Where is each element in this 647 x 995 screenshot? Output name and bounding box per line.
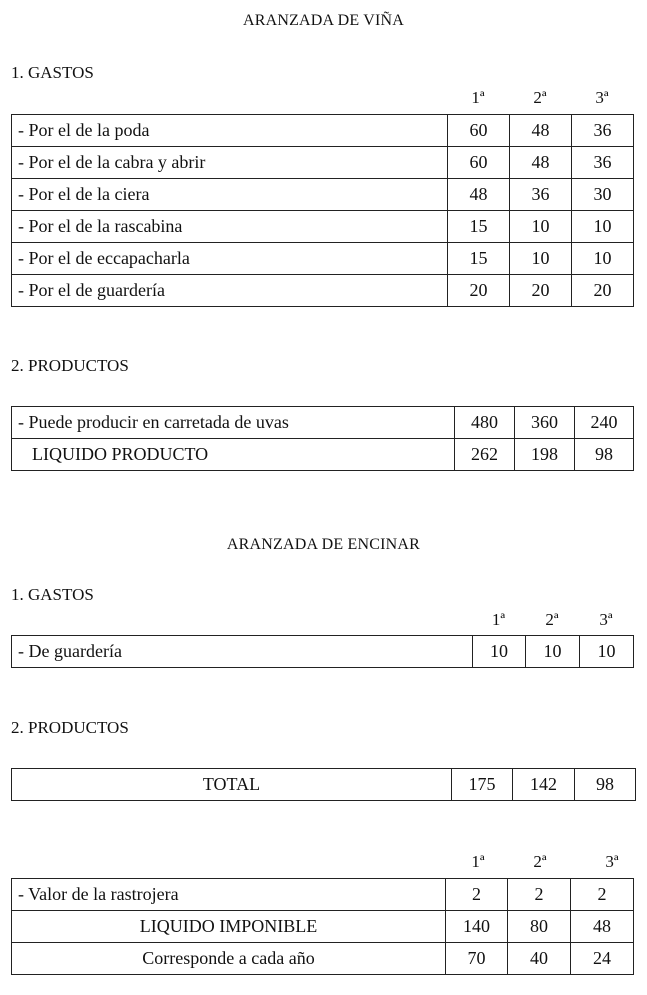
table-row: [12, 911, 634, 943]
table-row: [12, 439, 634, 471]
total-label: TOTAL: [12, 769, 452, 801]
cell-value: 10: [572, 243, 634, 275]
vina-title: ARANZADA DE VIÑA: [242, 12, 405, 29]
encinar-total-table: [11, 768, 636, 801]
cell-value: 30: [572, 179, 634, 211]
encinar-final-table: [11, 878, 634, 975]
cell-value: 36: [572, 147, 634, 179]
cell-value: 2: [446, 879, 508, 911]
row-label: - Por el de la ciera: [12, 179, 448, 211]
cell-value: 48: [510, 115, 572, 147]
cell-value: 60: [448, 147, 510, 179]
cell-value: 10: [572, 211, 634, 243]
cell-value: 240: [575, 407, 634, 439]
cell-value: 15: [448, 243, 510, 275]
cell-value: 10: [526, 636, 580, 668]
encinar-gastos-title: 1. GASTOS: [11, 585, 94, 604]
cell-value: 10: [510, 243, 572, 275]
table-row: [12, 211, 634, 243]
table-row: [12, 275, 634, 307]
cell-value: 48: [510, 147, 572, 179]
col-header: 2ª: [545, 610, 559, 629]
vina-gastos-headers: [447, 88, 633, 110]
cell-value: 10: [510, 211, 572, 243]
cell-value: 98: [575, 439, 634, 471]
vina-productos-title: 2. PRODUCTOS: [11, 356, 129, 375]
cell-value: 24: [571, 943, 634, 975]
cell-value: 10: [473, 636, 526, 668]
cell-value: 60: [448, 115, 510, 147]
col-header: 3ª: [595, 88, 609, 107]
col-header: 1ª: [491, 610, 506, 629]
col-header: 3ª: [605, 852, 619, 871]
cell-value: 10: [580, 636, 634, 668]
cell-value: 48: [448, 179, 510, 211]
cell-value: 480: [455, 407, 515, 439]
row-label: - Puede producir en carretada de uvas: [12, 407, 455, 439]
cell-value: 40: [508, 943, 571, 975]
encinar-gastos-table: [11, 635, 634, 668]
table-row: [12, 879, 634, 911]
cell-value: 262: [455, 439, 515, 471]
row-label: LIQUIDO PRODUCTO: [12, 439, 455, 471]
row-label: - Por el de la cabra y abrir: [12, 147, 448, 179]
cell-value: 2: [571, 879, 634, 911]
row-label: - De guardería: [12, 636, 473, 668]
row-label: - Por el de la rascabina: [12, 211, 448, 243]
cell-value: 360: [515, 407, 575, 439]
cell-value: 175: [452, 769, 513, 801]
row-label: - Por el de guardería: [12, 275, 448, 307]
table-row: [12, 943, 634, 975]
col-header: 1ª: [471, 88, 485, 107]
col-header: 2ª: [533, 88, 547, 107]
cell-value: 48: [571, 911, 634, 943]
cell-value: 20: [572, 275, 634, 307]
table-row: [12, 179, 634, 211]
table-row: [12, 636, 634, 668]
cell-value: 80: [508, 911, 571, 943]
cell-value: 15: [448, 211, 510, 243]
row-label: - Por el de la poda: [12, 115, 448, 147]
vina-gastos-title: 1. GASTOS: [11, 63, 94, 82]
table-row: [12, 407, 634, 439]
cell-value: 20: [510, 275, 572, 307]
cell-value: 20: [448, 275, 510, 307]
col-header: 3ª: [599, 610, 613, 629]
vina-productos-table: [11, 406, 634, 471]
encinar-title: ARANZADA DE ENCINAR: [226, 536, 421, 553]
col-header: 2ª: [533, 852, 547, 871]
cell-value: 36: [572, 115, 634, 147]
row-label: LIQUIDO IMPONIBLE: [12, 911, 446, 943]
vina-gastos-table: [11, 114, 634, 307]
row-label: - Por el de eccapacharla: [12, 243, 448, 275]
table-row: [12, 147, 634, 179]
cell-value: 2: [508, 879, 571, 911]
table-row: [12, 769, 636, 801]
table-row: [12, 243, 634, 275]
row-label: - Valor de la rastrojera: [12, 879, 446, 911]
encinar-gastos-headers: [472, 610, 633, 632]
cell-value: 70: [446, 943, 508, 975]
cell-value: 140: [446, 911, 508, 943]
col-header: 1ª: [471, 852, 485, 871]
encinar-final-headers: [447, 852, 637, 874]
row-label: Corresponde a cada año: [12, 943, 446, 975]
cell-value: 36: [510, 179, 572, 211]
cell-value: 198: [515, 439, 575, 471]
table-row: [12, 115, 634, 147]
encinar-productos-title: 2. PRODUCTOS: [11, 718, 129, 737]
cell-value: 98: [575, 769, 636, 801]
cell-value: 142: [513, 769, 575, 801]
